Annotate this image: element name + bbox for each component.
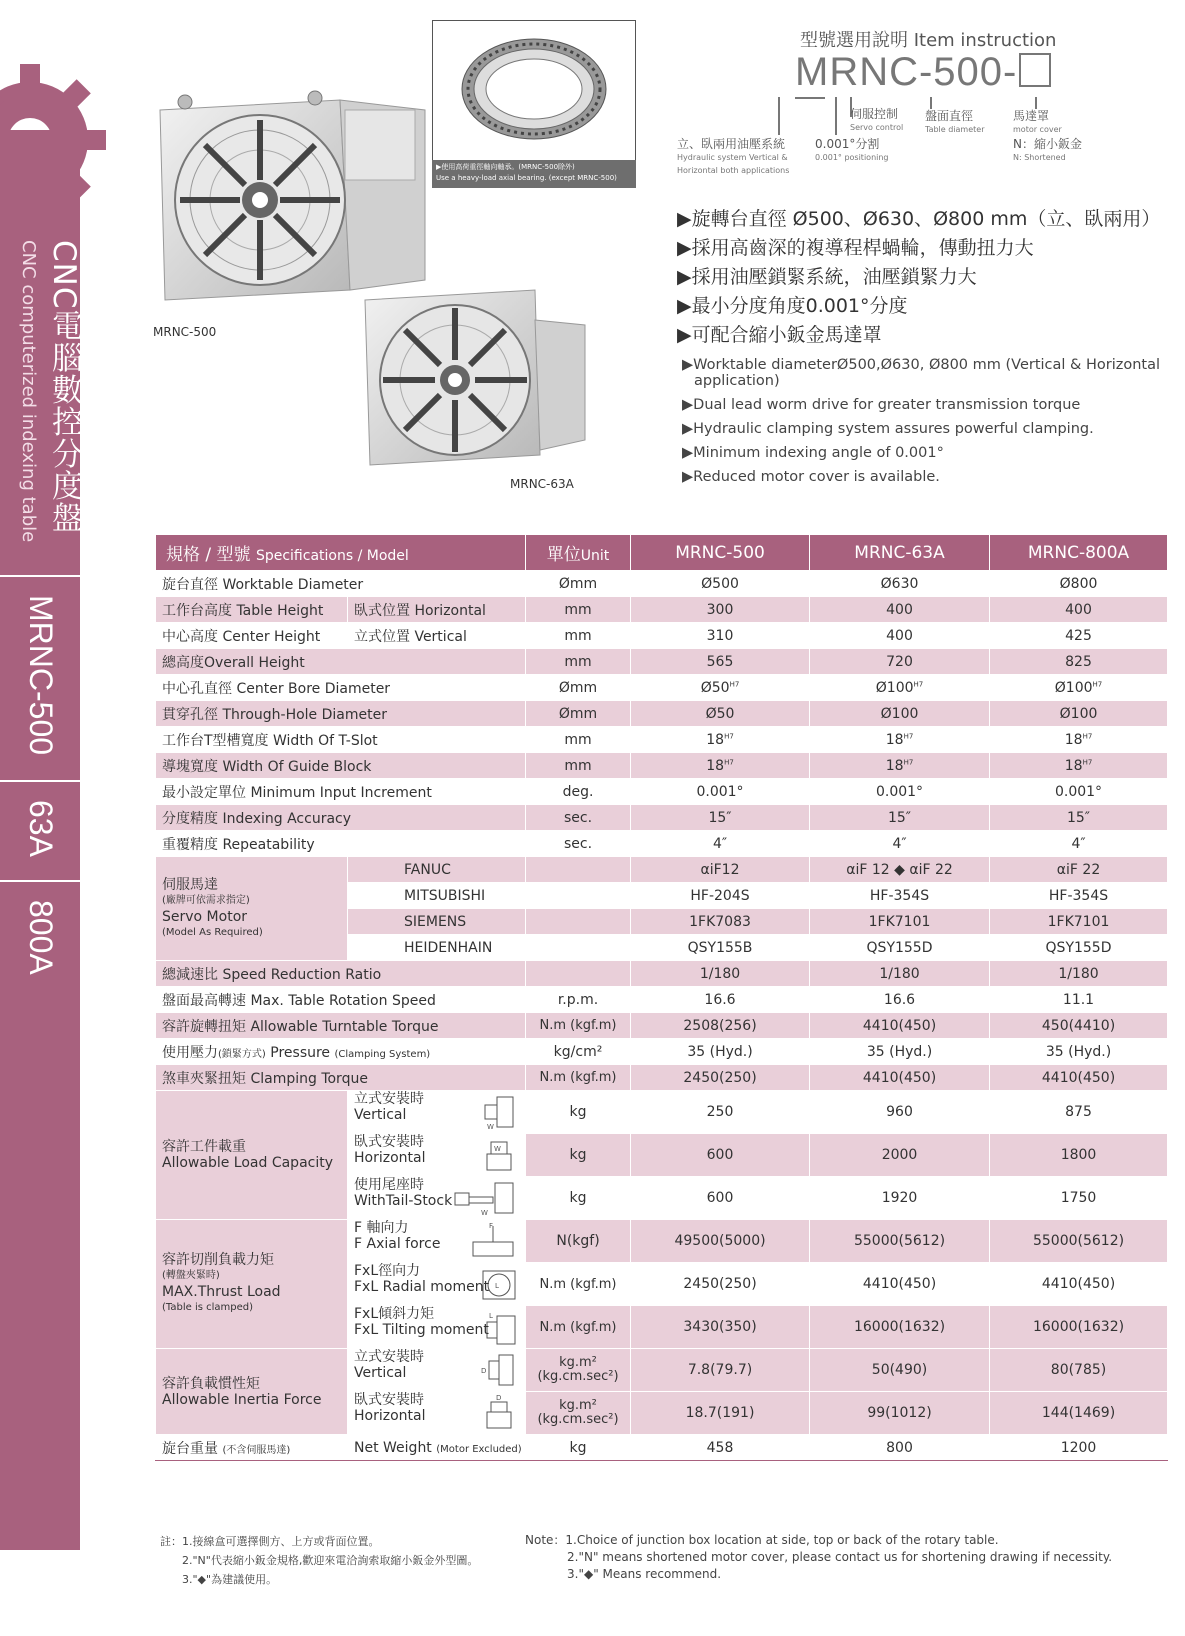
table-row: 使用壓力(鎖緊方式) Pressure (Clamping System) kg/cm² 35 (Hyd.) 35 (Hyd.) 35 (Hyd.) (156, 1039, 1168, 1065)
vertical-mount-icon (479, 1093, 519, 1133)
feature-zh: ▶採用油壓鎖緊系統，油壓鎖緊力大 (677, 266, 977, 288)
table-row: 伺服馬達 (廠牌可依需求指定) Servo Motor (Model As Required) FANUC αiF12 αiF 12 ◆ αiF 22 αiF 22 (156, 857, 1168, 883)
sidebar-title-en: CNC computerized indexing table (18, 240, 39, 543)
model-servo: 伺服控制 Servo control (850, 107, 904, 132)
table-row: 中心孔直徑 Center Bore Diameter Ømm $Ø50^{H7}$ $Ø100^{H7}$ $Ø100^{H7}$ (156, 675, 1168, 701)
header-unit: 單位Unit (526, 535, 631, 571)
table-row: 最小設定單位 Minimum Input Increment deg. 0.001° 0.001° 0.001° (156, 779, 1168, 805)
table-row: 容許旋轉扭矩 Allowable Turntable Torque N.m (kgf.m) 2508(256) 4410(450) 450(4410) (156, 1013, 1168, 1039)
feature-zh: ▶採用高齒深的複導程桿蝸輪，傳動扭力大 (677, 237, 1034, 259)
table-row: 容許負載慣性矩 Allowable Inertia Force D 立式安裝時 Vertical kg.m² (kg.cm.sec²) 7.8(79.7) 50(490) 80(785) (156, 1349, 1168, 1392)
table-row: D 臥式安裝時 Horizontal kg.m² (kg.cm.sec²) 18.7(191) 99(1012) 144(1469) (156, 1392, 1168, 1435)
servo-motor-label: 伺服馬達 (廠牌可依需求指定) Servo Motor (Model As Required) (156, 857, 348, 961)
spec-table (155, 534, 1168, 1461)
model-shortened: N：縮小鈑金 N: Shortened (1013, 137, 1082, 162)
thrust-load-label: 容許切削負載力矩 (轉盤夾緊時) MAX.Thrust Load (Table is clamped) (156, 1220, 348, 1349)
table-row: W 使用尾座時 WithTail-Stock kg 600 1920 1750 (156, 1177, 1168, 1220)
svg-text:L: L (489, 1312, 493, 1320)
load-capacity-label: 容許工件載重 Allowable Load Capacity (156, 1091, 348, 1220)
sidebar-title-zh: CNC電腦數控分度盤 (46, 240, 82, 534)
svg-text:D: D (481, 1367, 487, 1375)
features-en (682, 357, 1172, 493)
header-spec: 規格 / 型號 Specifications / Model (156, 535, 526, 571)
mrnc63a-label: MRNC-63A (510, 477, 574, 491)
svg-text:W: W (494, 1145, 501, 1153)
table-row: 盤面最高轉速 Max. Table Rotation Speed r.p.m. 16.6 16.6 11.1 (156, 987, 1168, 1013)
feature-en: ▶Hydraulic clamping system assures powerful clamping. (682, 421, 1094, 437)
features-zh (677, 205, 1160, 350)
feature-zh: ▶最小分度角度0.001°分度 (677, 295, 908, 317)
sidebar-model-500: MRNC-500 (23, 595, 59, 756)
inertia-label: 容許負載慣性矩 Allowable Inertia Force (156, 1349, 348, 1435)
horizontal-inertia-icon (479, 1394, 519, 1434)
table-header-row (156, 535, 1168, 571)
model-cover: 馬達罩 motor cover (1013, 109, 1062, 134)
table-row: 導塊寬度 Width Of Guide Block mm $18^{H7}$ $18^{H7}$ $18^{H7}$ (156, 753, 1168, 779)
model-code: MRNC-500- (795, 50, 1051, 95)
feature-en: ▶Reduced motor cover is available. (682, 469, 940, 485)
svg-text:D: D (496, 1394, 502, 1402)
table-row: L FxL傾斜力矩 FxL Tilting moment N.m (kgf.m) 3430(350) 16000(1632) 16000(1632) (156, 1306, 1168, 1349)
table-row: 分度精度 Indexing Accuracy sec. 15″ 15″ 15″ (156, 805, 1168, 831)
header-model: MRNC-63A (810, 535, 990, 571)
table-row: SIEMENS 1FK7083 1FK7101 1FK7101 (156, 909, 1168, 935)
feature-zh: ▶可配合縮小鈑金馬達罩 (677, 324, 882, 346)
sidebar-model-800a: 800A (23, 900, 59, 975)
notes-en: Note：1.Choice of junction box location at side, top or back of the rotary table. 2."N" means shortened motor cover, please contact us for shortening drawing if necessity. 3."◆" Means recommend. (525, 1533, 1113, 1581)
table-row: 總減速比 Speed Reduction Ratio 1/180 1/180 1/180 (156, 961, 1168, 987)
svg-text:W: W (487, 1123, 494, 1131)
table-row: W 臥式安裝時 Horizontal kg 600 2000 1800 (156, 1134, 1168, 1177)
header-model: MRNC-500 (631, 535, 810, 571)
model-hydraulic: 立、臥兩用油壓系統 Hydraulic system Vertical & Horizontal both applications (677, 137, 790, 175)
table-row: MITSUBISHI HF-204S HF-354S HF-354S (156, 883, 1168, 909)
sidebar (0, 0, 80, 1550)
header-model: MRNC-800A (990, 535, 1168, 571)
model-code-title: 型號選用說明 Item instruction (800, 30, 1057, 51)
table-row: 工作台高度 Table Height 臥式位置 Horizontal mm 300 400 400 (156, 597, 1168, 623)
feature-zh: ▶旋轉台直徑 Ø500、Ø630、Ø800 mm（立、臥兩用） (677, 208, 1161, 230)
feature-en: ▶Worktable diameterØ500,Ø630, Ø800 mm (Vertical & Horizontal application) (682, 357, 1160, 389)
bearing-note: ▶使用高荷重徑軸向軸承。(MRNC-500除外) Use a heavy-load axial bearing. (except MRNC-500) (432, 160, 636, 188)
sidebar-model-63a: 63A (23, 800, 59, 857)
table-row: 煞車夾緊扭矩 Clamping Torque N.m (kgf.m) 2450(250) 4410(450) 4410(450) (156, 1065, 1168, 1091)
table-row: 貫穿孔徑 Through-Hole Diameter Ømm Ø50 Ø100 Ø100 (156, 701, 1168, 727)
svg-text:W: W (481, 1209, 488, 1217)
table-row: 工作台T型槽寬度 Width Of T-Slot mm $18^{H7}$ $18^{H7}$ $18^{H7}$ (156, 727, 1168, 753)
vertical-inertia-icon (479, 1351, 519, 1391)
table-row: HEIDENHAIN QSY155B QSY155D QSY155D (156, 935, 1168, 961)
table-row: L FxL徑向力 FxL Radial moment N.m (kgf.m) 2450(250) 4410(450) 4410(450) (156, 1263, 1168, 1306)
table-row: 容許工件載重 Allowable Load Capacity W 立式安裝時 Vertical kg 250 960 875 (156, 1091, 1168, 1134)
axial-force-icon (469, 1222, 519, 1262)
table-row: 容許切削負載力矩 (轉盤夾緊時) MAX.Thrust Load (Table is clamped) F F 軸向力 F Axial force N(kgf) 49500(5000) 55000(5612) 55000(5612) (156, 1220, 1168, 1263)
table-row: 旋台直徑 Worktable Diameter Ømm Ø500 Ø630 Ø800 (156, 571, 1168, 597)
horizontal-mount-icon (479, 1136, 519, 1176)
table-row: 重覆精度 Repeatability sec. 4″ 4″ 4″ (156, 831, 1168, 857)
svg-text:L: L (495, 1282, 499, 1290)
table-row: 總高度Overall Height mm 565 720 825 (156, 649, 1168, 675)
model-positioning: 0.001°分割 0.001° positioning (815, 137, 889, 162)
feature-en: ▶Dual lead worm drive for greater transmission torque (682, 397, 1081, 413)
model-diameter: 盤面直徑 Table diameter (925, 109, 985, 134)
table-row: 中心高度 Center Height 立式位置 Vertical mm 310 400 425 (156, 623, 1168, 649)
notes-zh: 註：1.接線盒可選擇側方、上方或背面位置。 2."N"代表縮小鈑金規格,歡迎來電洽詢索取縮小鈑金外型圖。 3."◆"為建議使用。 (160, 1535, 479, 1586)
model-code-box (1019, 53, 1051, 87)
tailstock-icon (453, 1179, 519, 1219)
machine-mrnc63a-image (360, 280, 590, 475)
mrnc500-label: MRNC-500 (153, 325, 217, 339)
feature-en: ▶Minimum indexing angle of 0.001° (682, 445, 944, 461)
svg-text:F: F (489, 1222, 494, 1230)
table-row: 旋台重量 (不含伺服馬達) Net Weight (Motor Excluded) kg 458 800 1200 (156, 1435, 1168, 1461)
